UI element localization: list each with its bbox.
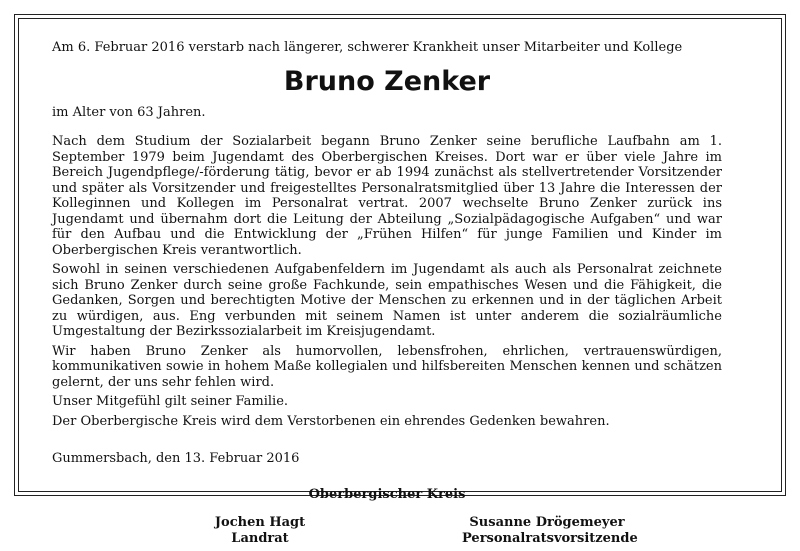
signatory-name: Jochen Hagt	[214, 515, 306, 530]
signatory-title: Personalratsvorsitzende	[462, 531, 638, 546]
sympathy-text: Unser Mitgefühl gilt seiner Familie.	[52, 394, 289, 409]
career-paragraph: Nach dem Studium der Sozialarbeit begann Bruno Zenker seine berufliche Laufbahn am 1. September 1979 beim Jugendamt des Oberbergischen Kreises. Dort war er über viele Jahre im Bereich Jugendpflege/-förderung tätig, bevor er ab 1994 zunächst als stellvertretender Vorsitzender und später als Vorsitzender und freigestelltes Personalratsmitglied über 13 Jahre die Interessen der Kolleginnen und Kollegen im Personalrat vertrat. 2007 wechselte Bruno Zenker zurück ins Jugendamt und übernahm dort die Leitung der Abteilung „Sozialpädagogische Aufgaben“ und war für den Aufbau und die Entwicklung der „Frühen Hilfen“ für junge Familien und Kinder im Oberbergischen Kreis verantwortlich.	[52, 134, 722, 258]
remembrance-text: Der Oberbergische Kreis wird dem Verstorbenen ein ehrendes Gedenken bewahren.	[52, 413, 610, 429]
character-paragraph: Sowohl in seinen verschiedenen Aufgabenfeldern im Jugendamt als auch als Personalrat zeichnete sich Bruno Zenker durch seine große Fachkunde, sein empathisches Wesen und die Fähigkeit, die Gedanken, Sorgen und berechtigten Motive der Menschen zu erkennen und in der täglichen Arbeit zu würdigen, aus. Eng verbunden mit seinem Namen ist unter anderem die sozialräumliche Umgestaltung der Bezirkssozialarbeit im Kreisjugendamt.	[52, 262, 722, 339]
signatory-right	[462, 515, 638, 547]
age-text: im Alter von 63 Jahren.	[52, 104, 206, 120]
organization-name: Oberbergischer Kreis	[308, 486, 466, 502]
intro-text: Am 6. Februar 2016 verstarb nach längerer, schwerer Krankheit unser Mitarbeiter und Kollege	[52, 40, 683, 55]
deceased-name: Bruno Zenker	[283, 65, 491, 97]
farewell-paragraph: Wir haben Bruno Zenker als humorvollen, lebensfrohen, ehrlichen, vertrauenswürdigen, kommunikativen sowie in hohem Maße kollegialen und hilfsbereiten Menschen kennen und schätzen gelernt, der uns sehr fehlen wird.	[52, 343, 722, 390]
obituary-notice	[52, 40, 722, 551]
signatory-title: Landrat	[231, 531, 289, 546]
place-date: Gummersbach, den 13. Februar 2016	[52, 451, 300, 466]
signatures	[52, 515, 722, 551]
signatory-left	[195, 515, 325, 547]
signatory-name: Susanne Drögemeyer	[469, 515, 625, 530]
